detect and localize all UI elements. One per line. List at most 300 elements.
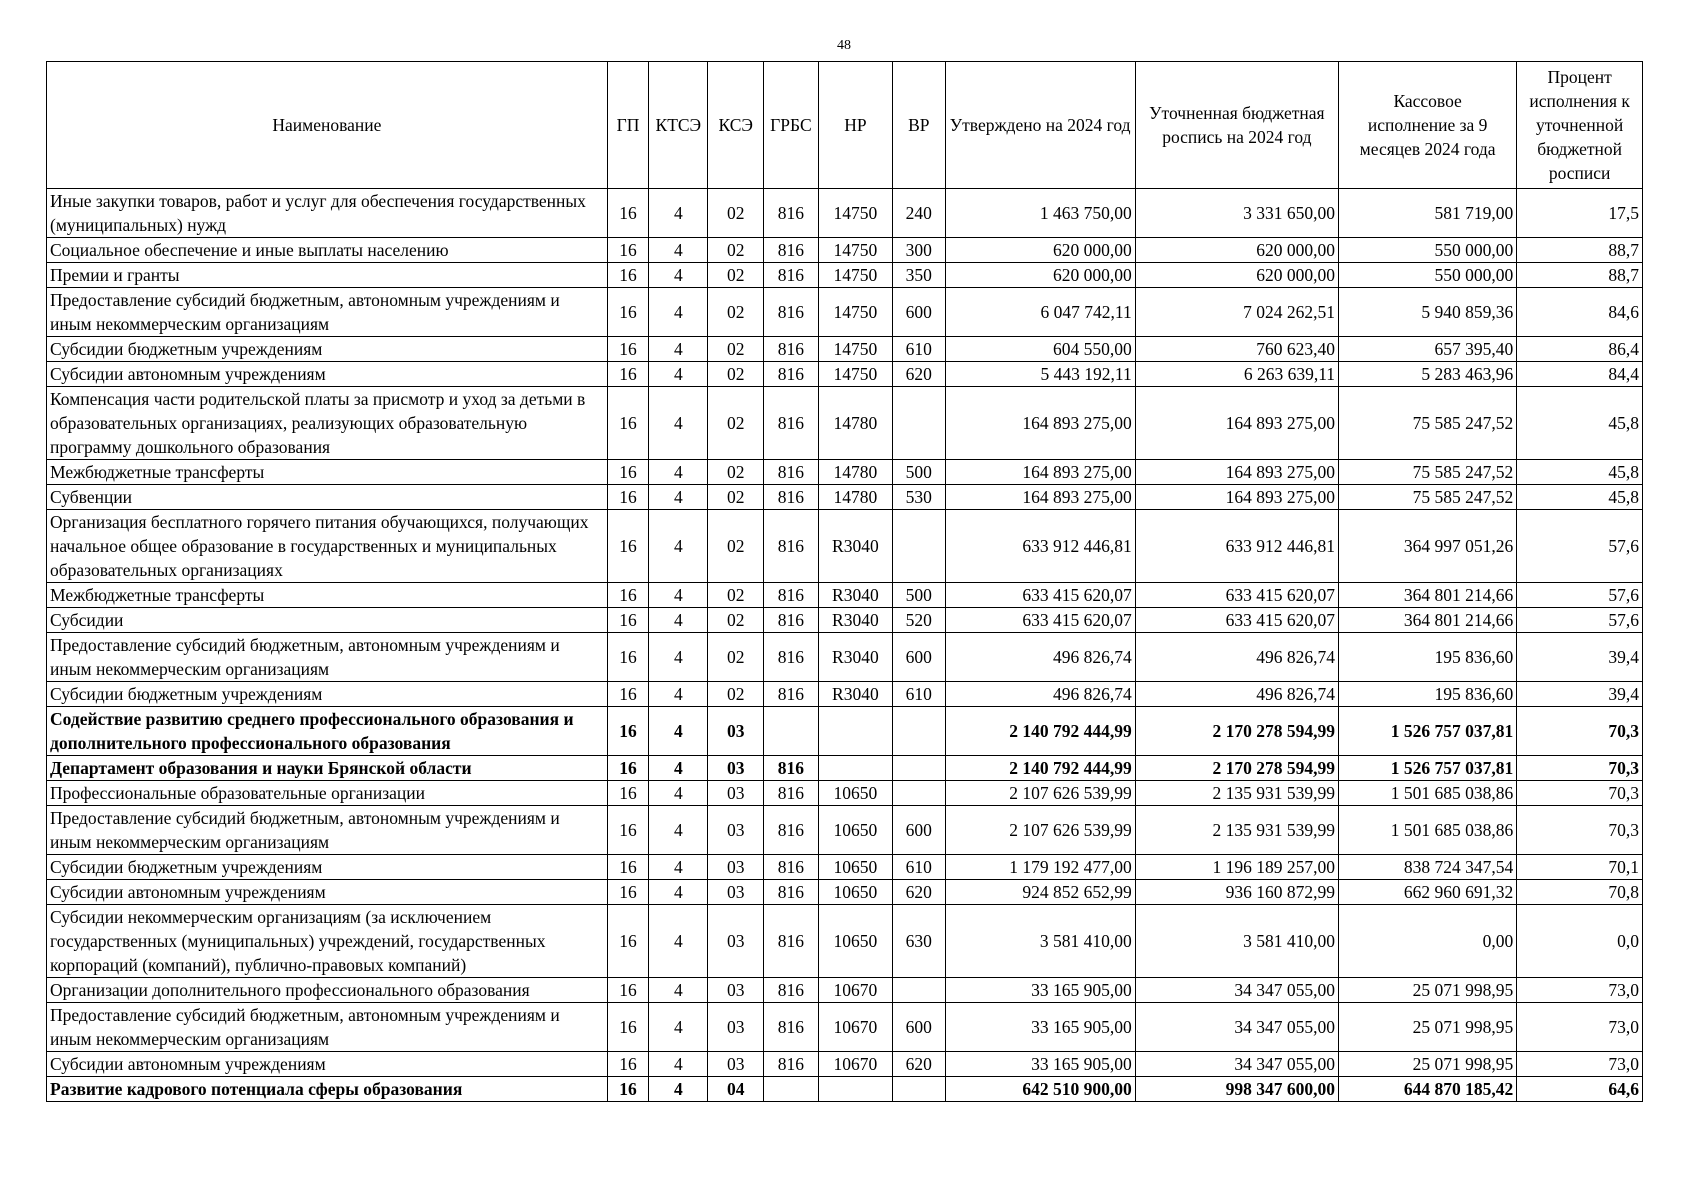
table-row	[47, 978, 1643, 1003]
cell-refined: 1 196 189 257,00	[1135, 855, 1338, 880]
cell-cash: 364 801 214,66	[1339, 608, 1517, 633]
cell-refined: 2 135 931 539,99	[1135, 806, 1338, 855]
cell-approved: 164 893 275,00	[945, 485, 1135, 510]
header-name: Наименование	[47, 62, 608, 189]
cell-kse: 02	[708, 189, 764, 238]
cell-gp: 16	[607, 855, 649, 880]
table-row	[47, 682, 1643, 707]
cell-percent: 84,4	[1517, 362, 1643, 387]
cell-refined: 6 263 639,11	[1135, 362, 1338, 387]
cell-nr	[818, 707, 892, 756]
cell-ktse: 4	[649, 583, 708, 608]
table-row	[47, 781, 1643, 806]
header-grbs: ГРБС	[764, 62, 819, 189]
cell-refined: 760 623,40	[1135, 337, 1338, 362]
table-row	[47, 510, 1643, 583]
header-cash: Кассовое исполнение за 9 месяцев 2024 года	[1339, 62, 1517, 189]
cell-name: Премии и гранты	[47, 263, 608, 288]
cell-nr: R3040	[818, 583, 892, 608]
cell-cash: 5 283 463,96	[1339, 362, 1517, 387]
cell-percent: 57,6	[1517, 510, 1643, 583]
cell-vr: 500	[893, 460, 945, 485]
cell-nr: 14750	[818, 238, 892, 263]
cell-refined: 998 347 600,00	[1135, 1077, 1338, 1102]
cell-name: Субсидии автономным учреждениям	[47, 362, 608, 387]
cell-approved: 2 140 792 444,99	[945, 707, 1135, 756]
cell-vr: 530	[893, 485, 945, 510]
cell-approved: 1 463 750,00	[945, 189, 1135, 238]
cell-refined: 2 170 278 594,99	[1135, 707, 1338, 756]
cell-name: Субсидии	[47, 608, 608, 633]
cell-refined: 633 912 446,81	[1135, 510, 1338, 583]
cell-ktse: 4	[649, 781, 708, 806]
cell-grbs: 816	[764, 238, 819, 263]
cell-kse: 03	[708, 905, 764, 978]
cell-ktse: 4	[649, 905, 708, 978]
cell-approved: 5 443 192,11	[945, 362, 1135, 387]
cell-gp: 16	[607, 189, 649, 238]
cell-grbs: 816	[764, 781, 819, 806]
cell-cash: 550 000,00	[1339, 263, 1517, 288]
cell-grbs	[764, 1077, 819, 1102]
cell-name: Иные закупки товаров, работ и услуг для обеспечения государственных (муниципальных) нужд	[47, 189, 608, 238]
cell-approved: 2 107 626 539,99	[945, 806, 1135, 855]
cell-vr	[893, 510, 945, 583]
cell-cash: 550 000,00	[1339, 238, 1517, 263]
cell-cash: 25 071 998,95	[1339, 1052, 1517, 1077]
cell-nr: R3040	[818, 682, 892, 707]
cell-cash: 195 836,60	[1339, 633, 1517, 682]
cell-name: Предоставление субсидий бюджетным, автономным учреждениям и иным некоммерческим организациям	[47, 633, 608, 682]
header-percent: Процент исполнения к уточненной бюджетной росписи	[1517, 62, 1643, 189]
cell-nr: R3040	[818, 633, 892, 682]
cell-ktse: 4	[649, 485, 708, 510]
cell-name: Субсидии некоммерческим организациям (за исключением государственных (муниципальных) учреждений, государственных корпораций (компаний), публично-правовых компаний)	[47, 905, 608, 978]
cell-nr: 10670	[818, 1052, 892, 1077]
cell-percent: 88,7	[1517, 263, 1643, 288]
cell-ktse: 4	[649, 238, 708, 263]
cell-name: Субсидии автономным учреждениям	[47, 880, 608, 905]
table-row	[47, 608, 1643, 633]
cell-grbs: 816	[764, 263, 819, 288]
cell-refined: 496 826,74	[1135, 682, 1338, 707]
cell-kse: 02	[708, 263, 764, 288]
table-row	[47, 189, 1643, 238]
cell-name: Содействие развитию среднего профессионального образования и дополнительного профессионального образования	[47, 707, 608, 756]
header-kse: КСЭ	[708, 62, 764, 189]
table-row	[47, 905, 1643, 978]
cell-grbs: 816	[764, 362, 819, 387]
cell-gp: 16	[607, 288, 649, 337]
cell-nr: 10670	[818, 978, 892, 1003]
cell-vr: 240	[893, 189, 945, 238]
cell-ktse: 4	[649, 1077, 708, 1102]
cell-ktse: 4	[649, 1003, 708, 1052]
cell-gp: 16	[607, 387, 649, 460]
cell-gp: 16	[607, 608, 649, 633]
cell-kse: 02	[708, 583, 764, 608]
cell-grbs	[764, 707, 819, 756]
cell-ktse: 4	[649, 682, 708, 707]
cell-gp: 16	[607, 756, 649, 781]
cell-refined: 936 160 872,99	[1135, 880, 1338, 905]
cell-vr	[893, 781, 945, 806]
cell-refined: 34 347 055,00	[1135, 978, 1338, 1003]
cell-gp: 16	[607, 905, 649, 978]
cell-vr: 620	[893, 1052, 945, 1077]
cell-kse: 02	[708, 387, 764, 460]
cell-name: Субсидии бюджетным учреждениям	[47, 855, 608, 880]
cell-gp: 16	[607, 978, 649, 1003]
cell-refined: 164 893 275,00	[1135, 485, 1338, 510]
cell-vr: 610	[893, 855, 945, 880]
cell-percent: 64,6	[1517, 1077, 1643, 1102]
cell-ktse: 4	[649, 806, 708, 855]
cell-grbs: 816	[764, 510, 819, 583]
cell-grbs: 816	[764, 806, 819, 855]
cell-approved: 620 000,00	[945, 238, 1135, 263]
table-row	[47, 756, 1643, 781]
cell-approved: 924 852 652,99	[945, 880, 1135, 905]
cell-kse: 02	[708, 633, 764, 682]
cell-vr: 300	[893, 238, 945, 263]
cell-grbs: 816	[764, 855, 819, 880]
cell-vr: 600	[893, 633, 945, 682]
table-row	[47, 238, 1643, 263]
cell-nr: 10650	[818, 880, 892, 905]
cell-kse: 02	[708, 485, 764, 510]
cell-grbs: 816	[764, 1052, 819, 1077]
cell-nr: 14780	[818, 485, 892, 510]
cell-refined: 2 170 278 594,99	[1135, 756, 1338, 781]
cell-name: Субвенции	[47, 485, 608, 510]
cell-nr	[818, 1077, 892, 1102]
cell-percent: 39,4	[1517, 682, 1643, 707]
cell-percent: 45,8	[1517, 485, 1643, 510]
cell-cash: 75 585 247,52	[1339, 387, 1517, 460]
cell-ktse: 4	[649, 460, 708, 485]
cell-gp: 16	[607, 238, 649, 263]
table-header	[47, 62, 1643, 189]
cell-nr: 14750	[818, 263, 892, 288]
cell-grbs: 816	[764, 189, 819, 238]
cell-approved: 33 165 905,00	[945, 1003, 1135, 1052]
cell-refined: 34 347 055,00	[1135, 1052, 1338, 1077]
cell-gp: 16	[607, 1052, 649, 1077]
cell-nr: 10650	[818, 905, 892, 978]
header-gp: ГП	[607, 62, 649, 189]
cell-gp: 16	[607, 1003, 649, 1052]
cell-cash: 1 526 757 037,81	[1339, 707, 1517, 756]
cell-ktse: 4	[649, 362, 708, 387]
cell-approved: 164 893 275,00	[945, 387, 1135, 460]
cell-kse: 02	[708, 682, 764, 707]
cell-percent: 70,3	[1517, 707, 1643, 756]
cell-grbs: 816	[764, 682, 819, 707]
cell-grbs: 816	[764, 905, 819, 978]
cell-percent: 84,6	[1517, 288, 1643, 337]
table-row	[47, 387, 1643, 460]
cell-cash: 581 719,00	[1339, 189, 1517, 238]
cell-kse: 03	[708, 781, 764, 806]
cell-refined: 34 347 055,00	[1135, 1003, 1338, 1052]
cell-cash: 657 395,40	[1339, 337, 1517, 362]
cell-grbs: 816	[764, 583, 819, 608]
cell-kse: 02	[708, 510, 764, 583]
cell-cash: 5 940 859,36	[1339, 288, 1517, 337]
page-number: 48	[837, 38, 851, 53]
cell-kse: 02	[708, 337, 764, 362]
cell-gp: 16	[607, 682, 649, 707]
cell-approved: 633 912 446,81	[945, 510, 1135, 583]
cell-nr: 14780	[818, 460, 892, 485]
cell-cash: 1 501 685 038,86	[1339, 781, 1517, 806]
cell-kse: 03	[708, 978, 764, 1003]
table-row	[47, 633, 1643, 682]
header-ktse: КТСЭ	[649, 62, 708, 189]
table-row	[47, 583, 1643, 608]
cell-name: Субсидии бюджетным учреждениям	[47, 337, 608, 362]
cell-approved: 642 510 900,00	[945, 1077, 1135, 1102]
cell-approved: 33 165 905,00	[945, 1052, 1135, 1077]
cell-percent: 70,3	[1517, 756, 1643, 781]
cell-gp: 16	[607, 781, 649, 806]
table-row	[47, 460, 1643, 485]
cell-nr: 10650	[818, 855, 892, 880]
table-row	[47, 707, 1643, 756]
cell-cash: 195 836,60	[1339, 682, 1517, 707]
cell-gp: 16	[607, 263, 649, 288]
cell-approved: 164 893 275,00	[945, 460, 1135, 485]
table-row	[47, 362, 1643, 387]
cell-kse: 02	[708, 608, 764, 633]
table-row	[47, 263, 1643, 288]
cell-percent: 45,8	[1517, 387, 1643, 460]
cell-refined: 496 826,74	[1135, 633, 1338, 682]
cell-refined: 2 135 931 539,99	[1135, 781, 1338, 806]
cell-approved: 2 107 626 539,99	[945, 781, 1135, 806]
cell-cash: 75 585 247,52	[1339, 485, 1517, 510]
cell-grbs: 816	[764, 1003, 819, 1052]
cell-refined: 3 331 650,00	[1135, 189, 1338, 238]
cell-kse: 02	[708, 238, 764, 263]
cell-grbs: 816	[764, 608, 819, 633]
cell-nr: 10650	[818, 781, 892, 806]
cell-cash: 838 724 347,54	[1339, 855, 1517, 880]
cell-kse: 03	[708, 806, 764, 855]
cell-percent: 88,7	[1517, 238, 1643, 263]
cell-refined: 620 000,00	[1135, 238, 1338, 263]
cell-percent: 70,8	[1517, 880, 1643, 905]
cell-nr: 14750	[818, 337, 892, 362]
cell-kse: 03	[708, 1003, 764, 1052]
cell-vr: 610	[893, 682, 945, 707]
cell-ktse: 4	[649, 608, 708, 633]
cell-kse: 03	[708, 707, 764, 756]
cell-grbs: 816	[764, 880, 819, 905]
cell-ktse: 4	[649, 288, 708, 337]
cell-gp: 16	[607, 460, 649, 485]
cell-percent: 0,0	[1517, 905, 1643, 978]
cell-approved: 33 165 905,00	[945, 978, 1135, 1003]
cell-percent: 73,0	[1517, 1003, 1643, 1052]
cell-ktse: 4	[649, 978, 708, 1003]
cell-percent: 73,0	[1517, 978, 1643, 1003]
cell-approved: 604 550,00	[945, 337, 1135, 362]
cell-ktse: 4	[649, 855, 708, 880]
cell-grbs: 816	[764, 485, 819, 510]
cell-vr	[893, 707, 945, 756]
cell-vr	[893, 978, 945, 1003]
cell-grbs: 816	[764, 460, 819, 485]
cell-vr: 620	[893, 362, 945, 387]
cell-percent: 73,0	[1517, 1052, 1643, 1077]
cell-kse: 03	[708, 756, 764, 781]
cell-vr	[893, 756, 945, 781]
cell-cash: 25 071 998,95	[1339, 1003, 1517, 1052]
cell-kse: 02	[708, 460, 764, 485]
cell-nr: R3040	[818, 608, 892, 633]
cell-refined: 164 893 275,00	[1135, 387, 1338, 460]
cell-approved: 633 415 620,07	[945, 608, 1135, 633]
header-refined: Уточненная бюджетная роспись на 2024 год	[1135, 62, 1338, 189]
cell-gp: 16	[607, 707, 649, 756]
cell-cash: 644 870 185,42	[1339, 1077, 1517, 1102]
cell-cash: 1 501 685 038,86	[1339, 806, 1517, 855]
cell-approved: 1 179 192 477,00	[945, 855, 1135, 880]
cell-vr: 600	[893, 806, 945, 855]
cell-nr: 14750	[818, 288, 892, 337]
table-row	[47, 855, 1643, 880]
cell-percent: 57,6	[1517, 583, 1643, 608]
cell-kse: 03	[708, 1052, 764, 1077]
cell-nr: 10670	[818, 1003, 892, 1052]
cell-nr	[818, 756, 892, 781]
cell-vr	[893, 387, 945, 460]
cell-vr: 600	[893, 288, 945, 337]
cell-kse: 02	[708, 288, 764, 337]
cell-ktse: 4	[649, 510, 708, 583]
cell-gp: 16	[607, 880, 649, 905]
cell-approved: 620 000,00	[945, 263, 1135, 288]
cell-name: Субсидии бюджетным учреждениям	[47, 682, 608, 707]
cell-percent: 86,4	[1517, 337, 1643, 362]
cell-ktse: 4	[649, 1052, 708, 1077]
table-row	[47, 288, 1643, 337]
cell-refined: 620 000,00	[1135, 263, 1338, 288]
cell-gp: 16	[607, 510, 649, 583]
cell-refined: 164 893 275,00	[1135, 460, 1338, 485]
cell-approved: 496 826,74	[945, 633, 1135, 682]
cell-refined: 7 024 262,51	[1135, 288, 1338, 337]
cell-gp: 16	[607, 583, 649, 608]
cell-cash: 0,00	[1339, 905, 1517, 978]
cell-kse: 03	[708, 855, 764, 880]
cell-refined: 633 415 620,07	[1135, 608, 1338, 633]
cell-name: Субсидии автономным учреждениям	[47, 1052, 608, 1077]
table-row	[47, 1003, 1643, 1052]
cell-grbs: 816	[764, 756, 819, 781]
table-row	[47, 1077, 1643, 1102]
cell-gp: 16	[607, 362, 649, 387]
cell-grbs: 816	[764, 387, 819, 460]
cell-gp: 16	[607, 806, 649, 855]
cell-cash: 25 071 998,95	[1339, 978, 1517, 1003]
cell-nr: 14750	[818, 362, 892, 387]
cell-refined: 633 415 620,07	[1135, 583, 1338, 608]
cell-cash: 1 526 757 037,81	[1339, 756, 1517, 781]
cell-nr: 14780	[818, 387, 892, 460]
cell-vr: 520	[893, 608, 945, 633]
cell-vr: 630	[893, 905, 945, 978]
cell-grbs: 816	[764, 288, 819, 337]
cell-ktse: 4	[649, 263, 708, 288]
header-nr: НР	[818, 62, 892, 189]
cell-vr: 500	[893, 583, 945, 608]
cell-approved: 496 826,74	[945, 682, 1135, 707]
cell-name: Компенсация части родительской платы за присмотр и уход за детьми в образовательных организациях, реализующих образовательную программу дошкольного образования	[47, 387, 608, 460]
cell-nr: 14750	[818, 189, 892, 238]
cell-vr: 620	[893, 880, 945, 905]
cell-cash: 364 997 051,26	[1339, 510, 1517, 583]
cell-gp: 16	[607, 1077, 649, 1102]
cell-kse: 04	[708, 1077, 764, 1102]
cell-ktse: 4	[649, 189, 708, 238]
cell-name: Предоставление субсидий бюджетным, автономным учреждениям и иным некоммерческим организациям	[47, 806, 608, 855]
cell-name: Межбюджетные трансферты	[47, 583, 608, 608]
cell-name: Организация бесплатного горячего питания обучающихся, получающих начальное общее образование в государственных и муниципальных образовательных организациях	[47, 510, 608, 583]
cell-vr	[893, 1077, 945, 1102]
table-row	[47, 1052, 1643, 1077]
cell-percent: 39,4	[1517, 633, 1643, 682]
cell-gp: 16	[607, 633, 649, 682]
cell-percent: 57,6	[1517, 608, 1643, 633]
cell-name: Межбюджетные трансферты	[47, 460, 608, 485]
budget-table	[46, 61, 1643, 1102]
cell-approved: 633 415 620,07	[945, 583, 1135, 608]
cell-percent: 17,5	[1517, 189, 1643, 238]
cell-percent: 70,1	[1517, 855, 1643, 880]
cell-name: Предоставление субсидий бюджетным, автономным учреждениям и иным некоммерческим организациям	[47, 288, 608, 337]
table-row	[47, 337, 1643, 362]
cell-approved: 2 140 792 444,99	[945, 756, 1135, 781]
header-approved: Утверждено на 2024 год	[945, 62, 1135, 189]
cell-cash: 662 960 691,32	[1339, 880, 1517, 905]
cell-refined: 3 581 410,00	[1135, 905, 1338, 978]
cell-kse: 03	[708, 880, 764, 905]
cell-name: Социальное обеспечение и иные выплаты населению	[47, 238, 608, 263]
cell-cash: 364 801 214,66	[1339, 583, 1517, 608]
cell-grbs: 816	[764, 337, 819, 362]
cell-ktse: 4	[649, 707, 708, 756]
cell-gp: 16	[607, 485, 649, 510]
cell-ktse: 4	[649, 756, 708, 781]
cell-kse: 02	[708, 362, 764, 387]
cell-name: Предоставление субсидий бюджетным, автономным учреждениям и иным некоммерческим организациям	[47, 1003, 608, 1052]
cell-name: Департамент образования и науки Брянской области	[47, 756, 608, 781]
cell-vr: 610	[893, 337, 945, 362]
cell-name: Профессиональные образовательные организации	[47, 781, 608, 806]
table-row	[47, 485, 1643, 510]
cell-approved: 6 047 742,11	[945, 288, 1135, 337]
table-body	[47, 189, 1643, 1102]
header-vr: ВР	[893, 62, 945, 189]
cell-grbs: 816	[764, 978, 819, 1003]
cell-percent: 70,3	[1517, 781, 1643, 806]
cell-ktse: 4	[649, 387, 708, 460]
cell-ktse: 4	[649, 633, 708, 682]
cell-name: Организации дополнительного профессионального образования	[47, 978, 608, 1003]
